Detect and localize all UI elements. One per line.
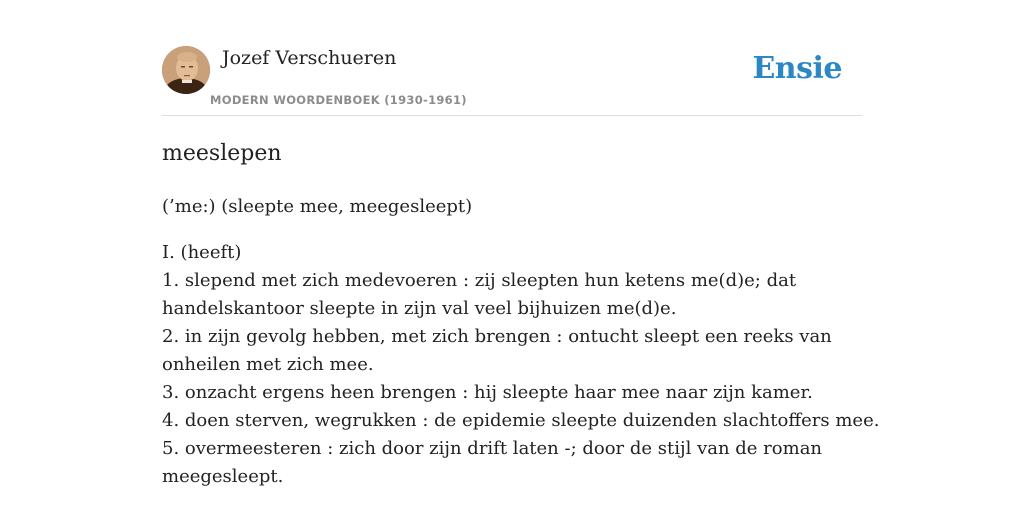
definition-line: 5. overmeesteren : zich door zijn drift laten -; door de stijl van de roman (162, 438, 823, 459)
definition-line: onheilen met zich mee. (162, 354, 374, 375)
definition-line: 4. doen sterven, wegrukken : de epidemie sleepte duizenden slachtoffers mee. (162, 410, 880, 431)
author-name[interactable]: Jozef Verschueren (222, 47, 397, 69)
definition-line: 1. slepend met zich medevoeren : zij sleepten hun ketens me(d)e; dat (162, 270, 797, 291)
entry-header (162, 46, 862, 116)
definition-line: handelskantoor sleepte in zijn val veel bijhuizen me(d)e. (162, 298, 677, 319)
entry-headword: meeslepen (162, 141, 282, 166)
definition-line: 3. onzacht ergens heen brengen : hij sleepte haar mee naar zijn kamer. (162, 382, 813, 403)
entry-definition (162, 239, 880, 491)
definition-line: meegesleept. (162, 466, 284, 487)
entry-pronunciation: (’me:) (sleepte mee, meegesleept) (162, 196, 473, 217)
definition-line: 2. in zijn gevolg hebben, met zich brengen : ontucht sleept een reeks van (162, 326, 832, 347)
header-divider (162, 115, 862, 116)
author-portrait-icon (162, 46, 210, 94)
definition-line: I. (heeft) (162, 242, 242, 263)
author-avatar[interactable] (162, 46, 210, 94)
ensie-logo[interactable]: Ensie (752, 51, 842, 86)
dictionary-source[interactable]: MODERN WOORDENBOEK (1930-1961) (210, 93, 467, 107)
